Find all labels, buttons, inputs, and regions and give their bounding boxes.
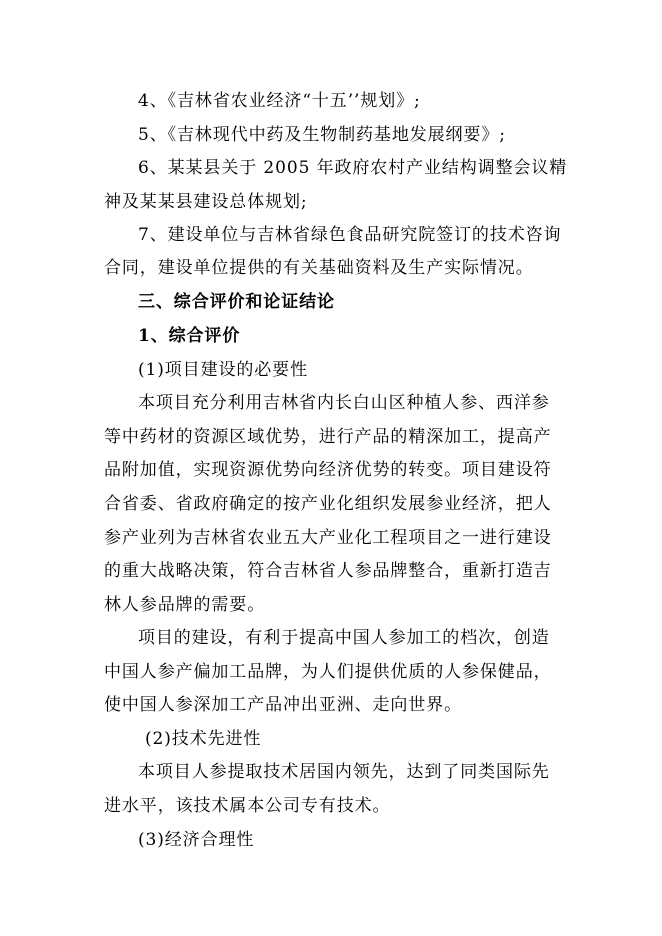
subsection-heading: 1、综合评价 <box>138 326 241 346</box>
paragraph-line: 项目的建设，有利于提高中国人参加工的档次，创造 <box>138 628 550 648</box>
paragraph-line: 中国人参产偏加工品牌，为人们提供优质的人参保健品， <box>104 662 552 682</box>
item-heading-necessity: (1)项目建设的必要性 <box>138 360 308 380</box>
paragraph-line: 等中药材的资源区域优势，进行产品的精深加工，提高产 <box>104 427 552 447</box>
item-heading-economics: (3)经济合理性 <box>138 830 255 850</box>
paragraph-line: 品附加值，实现资源优势向经济优势的转变。项目建设符 <box>104 460 552 480</box>
paragraph-line: 本项目充分利用吉林省内长白山区种植人参、西洋参 <box>138 393 550 413</box>
paragraph-line: 的重大战略决策，符合吉林省人参品牌整合，重新打造吉 <box>104 561 552 581</box>
reference-item-7-line-2: 合同，建设单位提供的有关基础资料及生产实际情况。 <box>104 258 534 278</box>
paragraph-line: 使中国人参深加工产品冲出亚洲、走向世界。 <box>104 695 462 715</box>
paragraph-line: 合省委、省政府确定的按产业化组织发展参业经济，把人 <box>104 494 552 514</box>
paragraph-line: 参产业列为吉林省农业五大产业化工程项目之一进行建设 <box>104 528 552 548</box>
paragraph-line: 本项目人参提取技术居国内领先，达到了同类国际先 <box>138 762 550 782</box>
section-heading: 三、综合评价和论证结论 <box>138 292 335 312</box>
reference-item-6-line-1: 6、某某县关于 2005 年政府农村产业结构调整会议精 <box>138 158 568 178</box>
paragraph-line: 进水平，该技术属本公司专有技术。 <box>104 796 391 816</box>
paragraph-line: 林人参品牌的需要。 <box>104 595 266 615</box>
reference-item-5: 5、《吉林现代中药及生物制药基地发展纲要》; <box>138 125 506 145</box>
item-heading-technology: (2)技术先进性 <box>145 729 262 749</box>
reference-item-4: 4、《吉林省农业经济“十五’’规划》; <box>138 91 421 111</box>
reference-item-7-line-1: 7、建设单位与吉林省绿色食品研究院签订的技术咨询 <box>138 225 562 245</box>
reference-item-6-line-2: 神及某某县建设总体规划; <box>104 192 308 212</box>
